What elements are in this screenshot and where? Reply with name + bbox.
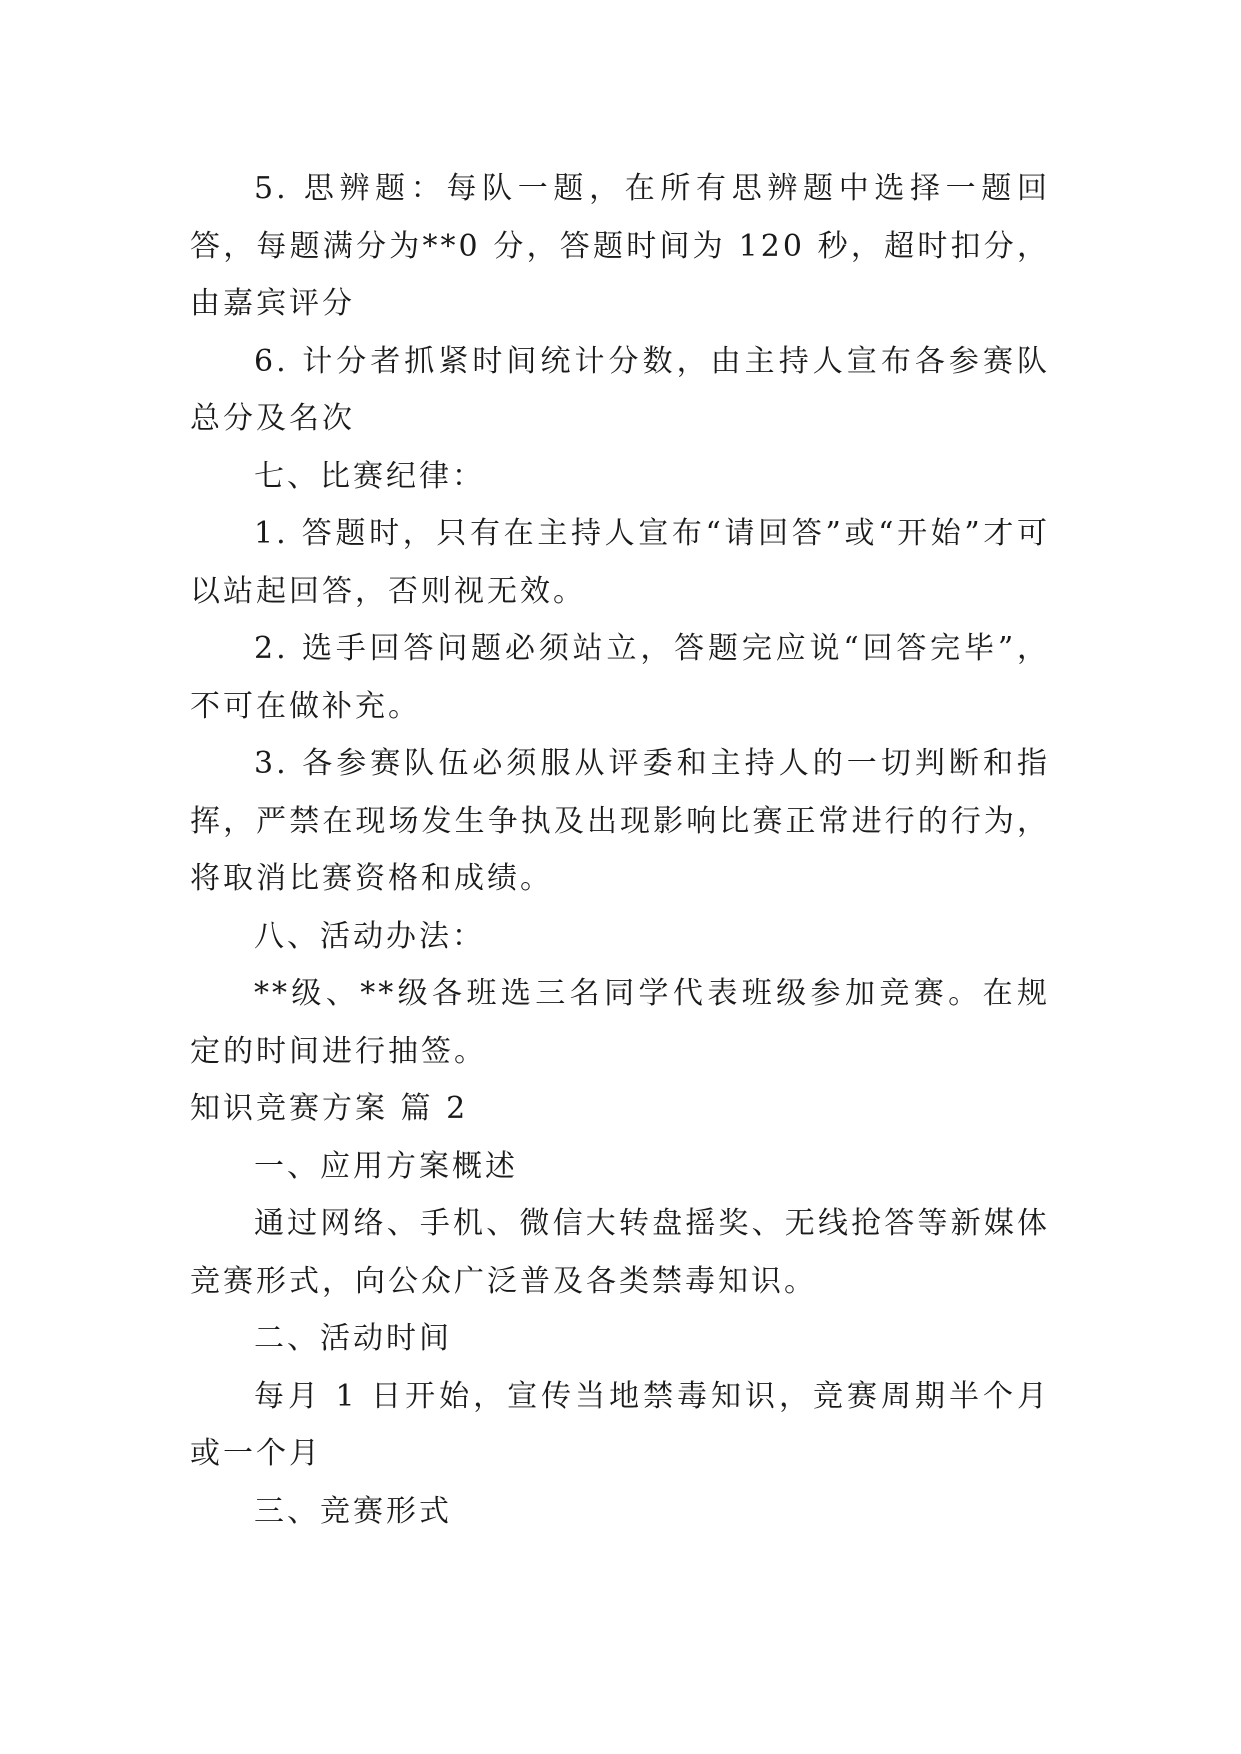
heading-competition-discipline: 七、比赛纪律： [254, 458, 485, 494]
paragraph-debate-question: 5. 思辨题：每队一题，在所有思辨题中选择一题回答，每题满分为**0 分，答题时间为 120 秒，超时扣分，由嘉宾评分 [190, 171, 1050, 321]
section-title-plan-2: 知识竞赛方案 篇 2 [190, 1091, 469, 1126]
heading-activity-time: 二、活动时间 [254, 1321, 452, 1356]
paragraph-plan-overview: 通过网络、手机、微信大转盘摇奖、无线抢答等新媒体竞赛形式，向公众广泛普及各类禁毒知识。 [190, 1206, 1050, 1299]
paragraph-scoring: 6. 计分者抓紧时间统计分数，由主持人宣布各参赛队总分及名次 [190, 343, 1050, 436]
paragraph-activity-method: **级、**级各班选三名同学代表班级参加竞赛。在规定的时间进行抽签。 [190, 976, 1050, 1069]
heading-activity-method: 八、活动办法： [254, 918, 485, 954]
paragraph-rule-3: 3. 各参赛队伍必须服从评委和主持人的一切判断和指挥，严禁在现场发生争执及出现影响比赛正常进行的行为，将取消比赛资格和成绩。 [190, 746, 1050, 896]
paragraph-rule-2: 2. 选手回答问题必须站立，答题完应说“回答完毕”，不可在做补充。 [190, 631, 1050, 724]
heading-competition-form: 三、竞赛形式 [254, 1493, 452, 1529]
document-body [190, 160, 1050, 1540]
heading-plan-overview: 一、应用方案概述 [254, 1148, 518, 1184]
paragraph-activity-time: 每月 1 日开始，宣传当地禁毒知识，竞赛周期半个月或一个月 [190, 1378, 1050, 1471]
paragraph-rule-1: 1. 答题时，只有在主持人宣布“请回答”或“开始”才可以站起回答，否则视无效。 [190, 516, 1050, 609]
